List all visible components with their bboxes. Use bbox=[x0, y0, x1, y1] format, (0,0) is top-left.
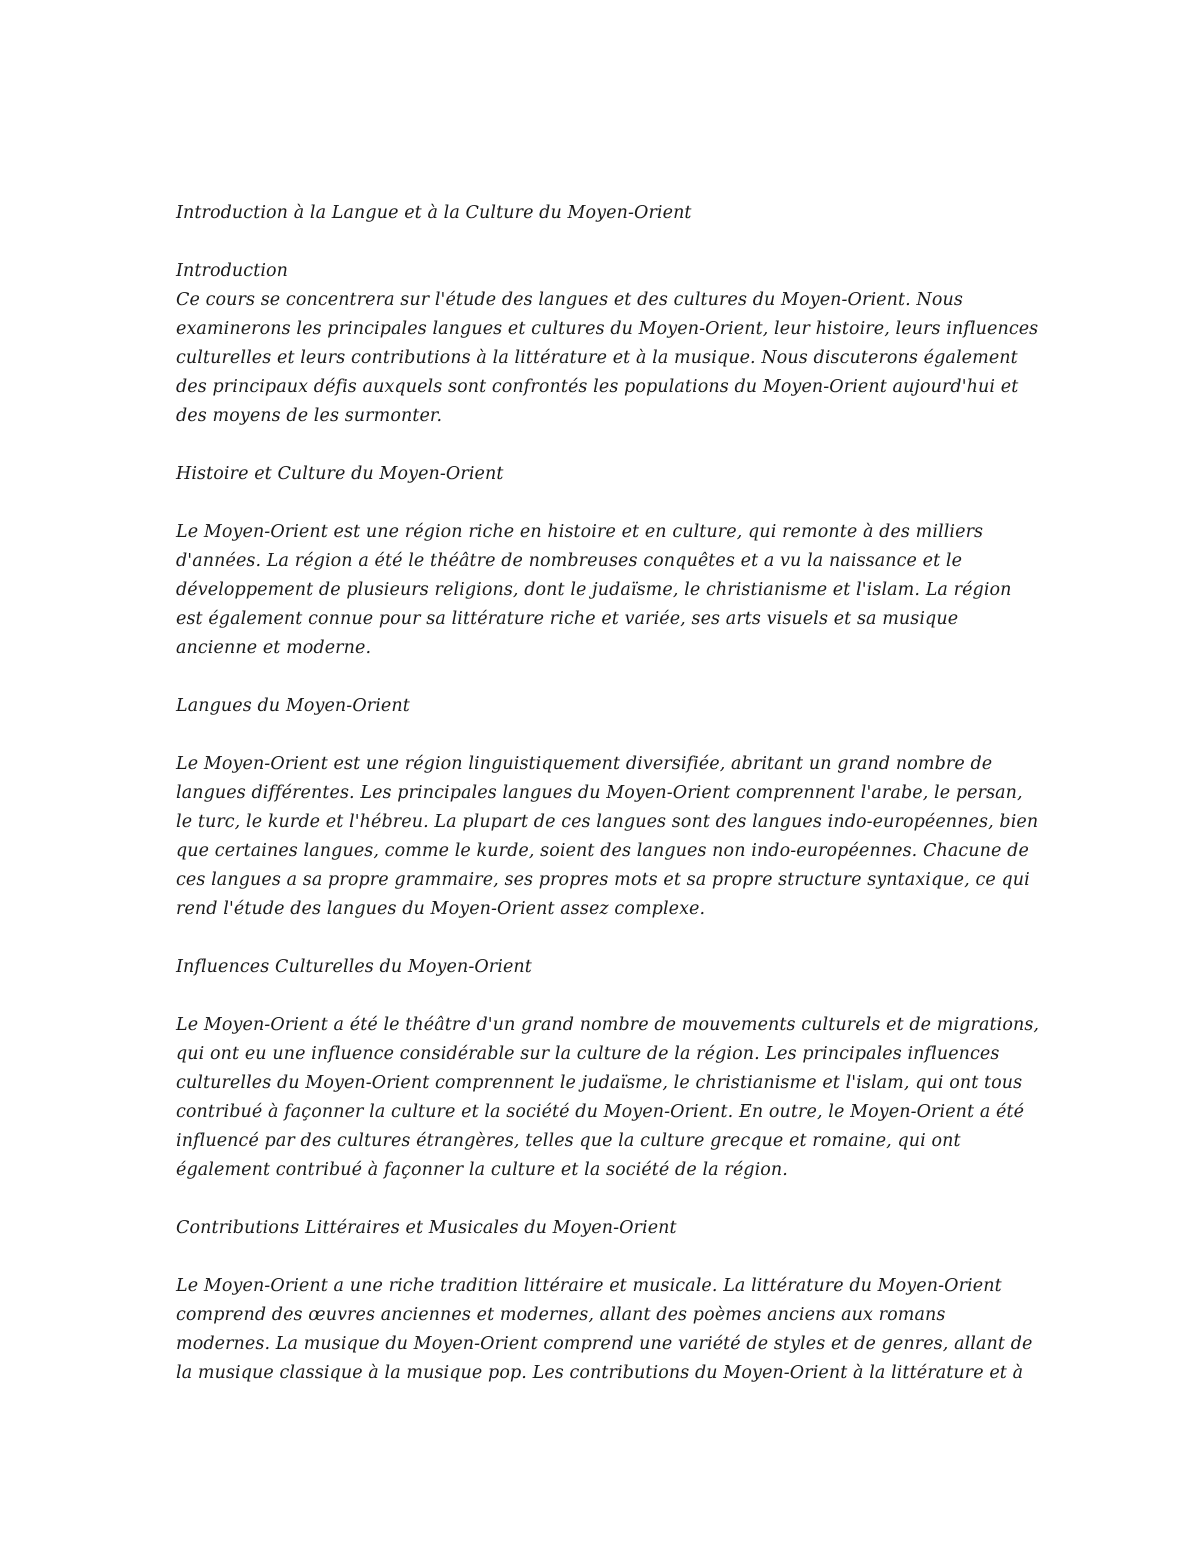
section-heading-histoire: Histoire et Culture du Moyen-Orient bbox=[176, 464, 504, 484]
spacer bbox=[176, 663, 1036, 692]
paragraph-line: langues différentes. Les principales langues du Moyen-Orient comprennent l'arabe, le persan, bbox=[176, 783, 1023, 803]
paragraph-line: que certaines langues, comme le kurde, soient des langues non indo-européennes. Chacune de bbox=[176, 841, 1029, 861]
paragraph-line: modernes. La musique du Moyen-Orient comprend une variété de styles et de genres, allant de bbox=[176, 1334, 1033, 1354]
paragraph-line: qui ont eu une influence considérable sur la culture de la région. Les principales influences bbox=[176, 1044, 1000, 1064]
paragraph-line: Ce cours se concentrera sur l'étude des langues et des cultures du Moyen-Orient. Nous bbox=[176, 290, 963, 310]
paragraph-line: comprend des œuvres anciennes et modernes, allant des poèmes anciens aux romans bbox=[176, 1305, 946, 1325]
paragraph-line: Le Moyen-Orient a une riche tradition littéraire et musicale. La littérature du Moyen-Orient bbox=[176, 1276, 1002, 1296]
paragraph-line: ces langues a sa propre grammaire, ses propres mots et sa propre structure syntaxique, ce qui bbox=[176, 870, 1030, 890]
spacer bbox=[176, 228, 1036, 257]
paragraph-line: ancienne et moderne. bbox=[176, 638, 372, 658]
spacer bbox=[176, 1243, 1036, 1272]
paragraph-line: influencé par des cultures étrangères, telles que la culture grecque et romaine, qui ont bbox=[176, 1131, 961, 1151]
spacer bbox=[176, 1185, 1036, 1214]
paragraph-line: également contribué à façonner la culture et la société de la région. bbox=[176, 1160, 788, 1180]
spacer bbox=[176, 924, 1036, 953]
paragraph-line: la musique classique à la musique pop. Les contributions du Moyen-Orient à la littérature et à bbox=[176, 1363, 1024, 1383]
paragraph-line: d'années. La région a été le théâtre de nombreuses conquêtes et a vu la naissance et le bbox=[176, 551, 963, 571]
section-heading-influences: Influences Culturelles du Moyen-Orient bbox=[176, 957, 532, 977]
section-heading-langues: Langues du Moyen-Orient bbox=[176, 696, 410, 716]
paragraph-line: rend l'étude des langues du Moyen-Orient assez complexe. bbox=[176, 899, 706, 919]
paragraph-line: culturelles et leurs contributions à la littérature et à la musique. Nous discuterons également bbox=[176, 348, 1018, 368]
paragraph-line: des moyens de les surmonter. bbox=[176, 406, 443, 426]
paragraph-line: culturelles du Moyen-Orient comprennent le judaïsme, le christianisme et l'islam, qui ont tous bbox=[176, 1073, 1023, 1093]
section-heading-contributions: Contributions Littéraires et Musicales du Moyen-Orient bbox=[176, 1218, 677, 1238]
paragraph-line: Le Moyen-Orient est une région riche en histoire et en culture, qui remonte à des milliers bbox=[176, 522, 984, 542]
section-heading-introduction: Introduction bbox=[176, 261, 289, 281]
paragraph-line: Le Moyen-Orient est une région linguistiquement diversifiée, abritant un grand nombre de bbox=[176, 754, 993, 774]
paragraph-line: Le Moyen-Orient a été le théâtre d'un grand nombre de mouvements culturels et de migrations, bbox=[176, 1015, 1040, 1035]
spacer bbox=[176, 982, 1036, 1011]
spacer bbox=[176, 431, 1036, 460]
paragraph-line: développement de plusieurs religions, dont le judaïsme, le christianisme et l'islam. La région bbox=[176, 580, 1012, 600]
paragraph-line: examinerons les principales langues et cultures du Moyen-Orient, leur histoire, leurs influences bbox=[176, 319, 1039, 339]
paragraph-line: est également connue pour sa littérature riche et variée, ses arts visuels et sa musique bbox=[176, 609, 959, 629]
spacer bbox=[176, 721, 1036, 750]
spacer bbox=[176, 489, 1036, 518]
paragraph-line: le turc, le kurde et l'hébreu. La plupart de ces langues sont des langues indo-européennes, bien bbox=[176, 812, 1039, 832]
document-title: Introduction à la Langue et à la Culture du Moyen-Orient bbox=[176, 203, 692, 223]
document-body bbox=[176, 199, 1040, 1388]
paragraph-line: contribué à façonner la culture et la société du Moyen-Orient. En outre, le Moyen-Orient a été bbox=[176, 1102, 1025, 1122]
paragraph-line: des principaux défis auxquels sont confrontés les populations du Moyen-Orient aujourd'hui et bbox=[176, 377, 1019, 397]
